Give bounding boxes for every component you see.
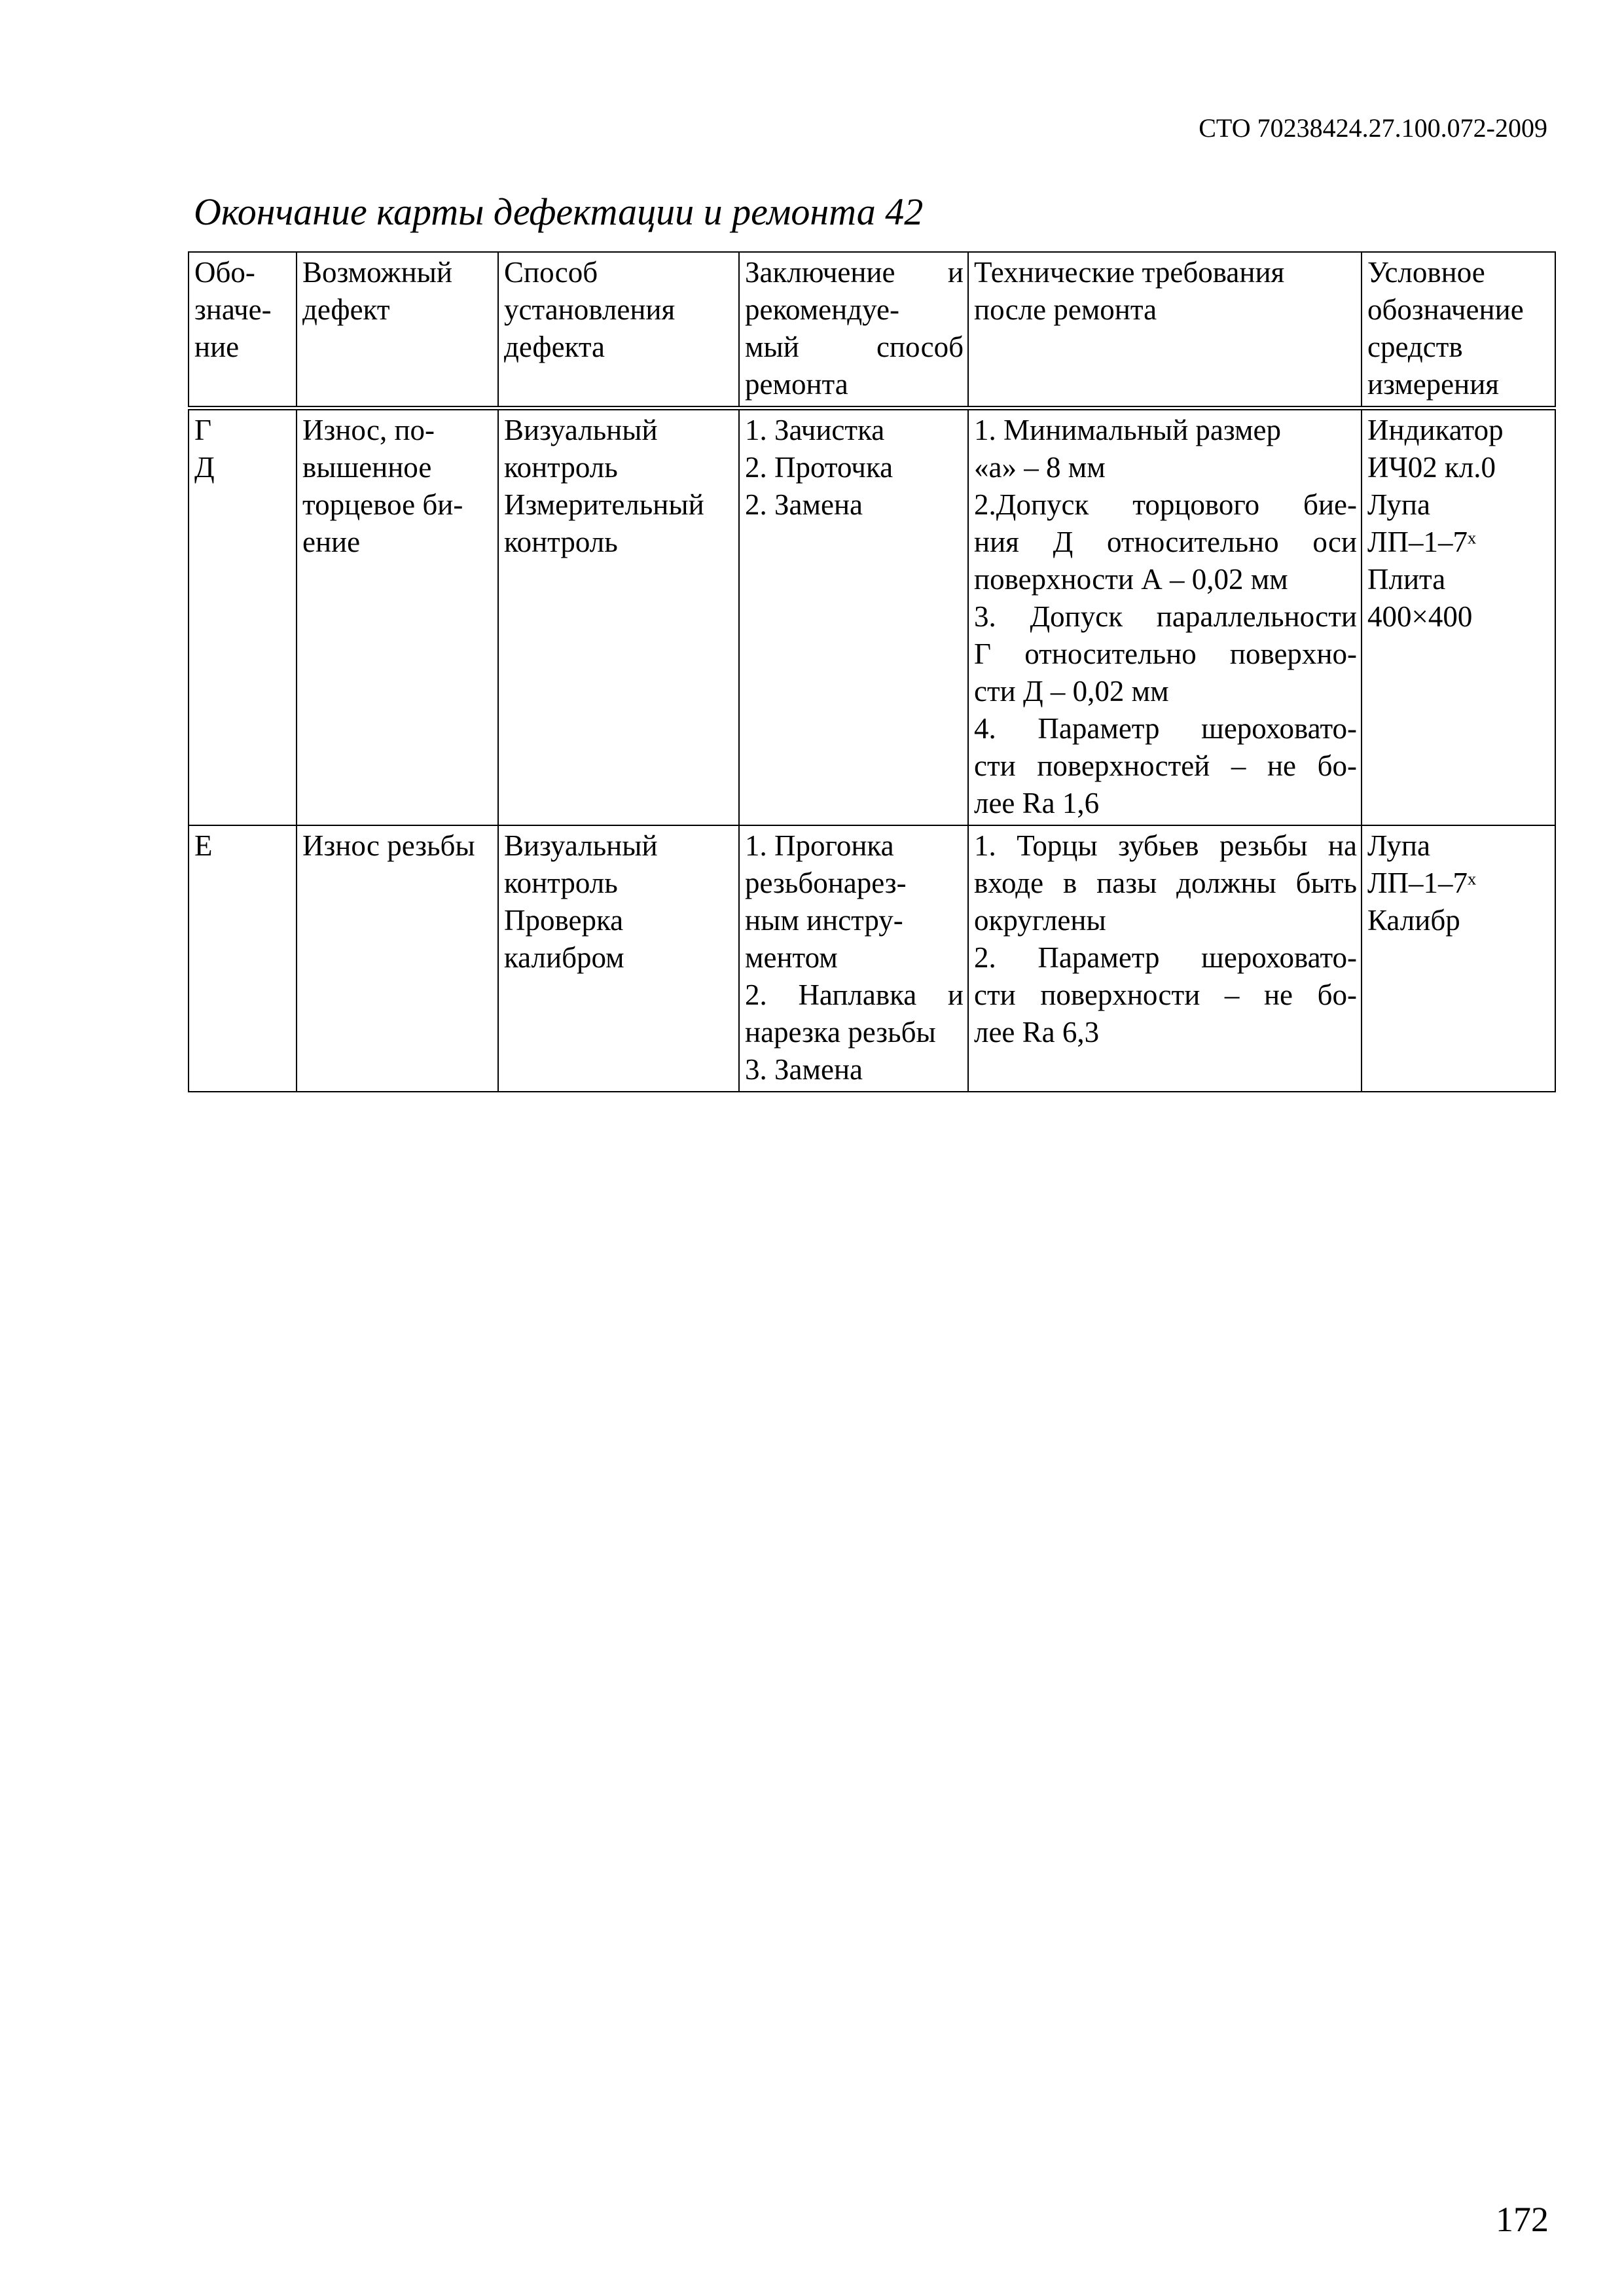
table-row	[189, 408, 1555, 826]
cell-requirements: 1. Минимальный размер «а» – 8 мм 2.Допуск торцового бие- ния Д относительно оси поверхности А – 0,02 мм 3. Допуск параллельности Г относительно поверхно- сти Д – 0,02 мм 4. Параметр шероховато- сти поверхностей – не бо- лее Ra 1,6	[968, 408, 1362, 826]
table-caption: Окончание карты дефектации и ремонта 42	[194, 190, 924, 233]
cell-method: Визуальный контроль Измерительный контроль	[498, 408, 739, 826]
page-number: 172	[1496, 2200, 1549, 2239]
header-repair: Заключение и рекомендуе- мый способ ремонта	[739, 252, 968, 408]
cell-defect: Износ резьбы	[297, 825, 498, 1092]
header-designation: Обо- значе- ние	[189, 252, 297, 408]
cell-defect: Износ, по- вышенное торцевое би- ение	[297, 408, 498, 826]
table-header-row	[189, 252, 1555, 408]
cell-designation: Е	[189, 825, 297, 1092]
table-row	[189, 825, 1555, 1092]
cell-instruments: Лупа ЛП–1–7ˣ Калибр	[1362, 825, 1555, 1092]
cell-repair: 1. Прогонка резьбонарез- ным инстру- ментом 2. Наплавка и нарезка резьбы 3. Замена	[739, 825, 968, 1092]
header-instruments: Условное обозначение средств измерения	[1362, 252, 1555, 408]
defect-repair-table	[188, 251, 1556, 1092]
cell-repair: 1. Зачистка 2. Проточка 2. Замена	[739, 408, 968, 826]
header-defect: Возможный дефект	[297, 252, 498, 408]
document-code: СТО 70238424.27.100.072-2009	[1199, 113, 1547, 143]
cell-method: Визуальный контроль Проверка калибром	[498, 825, 739, 1092]
cell-designation: Г Д	[189, 408, 297, 826]
cell-instruments: Индикатор ИЧ02 кл.0 Лупа ЛП–1–7ˣ Плита 400×400	[1362, 408, 1555, 826]
header-requirements: Технические требования после ремонта	[968, 252, 1362, 408]
cell-requirements: 1. Торцы зубьев резьбы на входе в пазы должны быть округлены 2. Параметр шероховато- сти поверхности – не бо- лее Ra 6,3	[968, 825, 1362, 1092]
header-method: Способ установления дефекта	[498, 252, 739, 408]
